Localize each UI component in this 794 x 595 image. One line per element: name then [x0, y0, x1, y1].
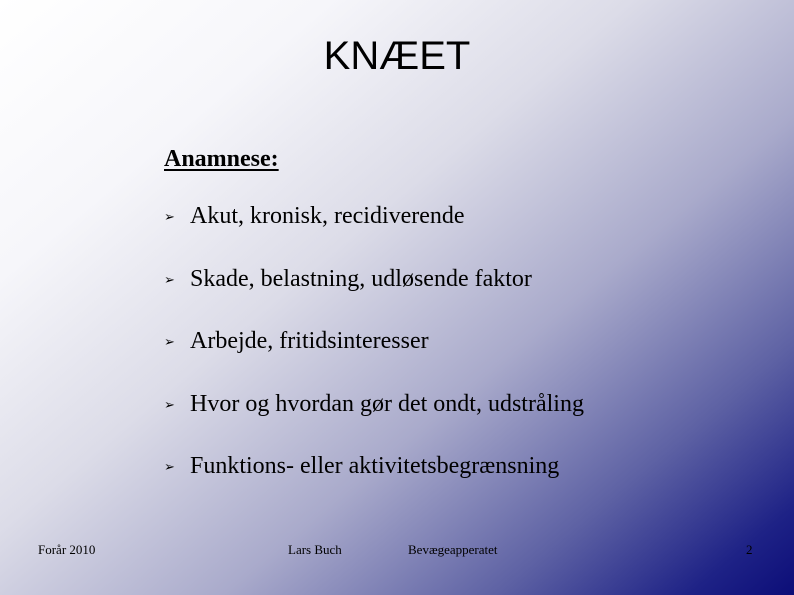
bullet-text: Skade, belastning, udløsende faktor: [190, 265, 532, 292]
bullet-text: Hvor og hvordan gør det ondt, udstråling: [190, 390, 584, 417]
arrow-bullet-icon: ➢: [164, 459, 175, 474]
list-item: [164, 321, 584, 384]
arrow-bullet-icon: ➢: [164, 334, 175, 349]
slide-title: KNÆET: [323, 34, 471, 78]
arrow-bullet-icon: ➢: [164, 209, 175, 224]
bullet-text: Funktions- eller aktivitetsbegrænsning: [190, 453, 560, 479]
page-number: 2: [746, 542, 753, 557]
arrow-bullet-icon: ➢: [164, 271, 175, 287]
list-item: [164, 384, 584, 447]
bullet-text: Arbejde, fritidsinteresser: [190, 328, 429, 354]
bullet-text: Akut, kronisk, recidiverende: [190, 203, 465, 229]
list-item: [164, 196, 584, 259]
bullet-list: [164, 196, 584, 509]
arrow-bullet-icon: ➢: [164, 396, 175, 412]
section-heading: Anamnese:: [164, 146, 279, 172]
footer-author: Lars Buch: [288, 542, 342, 557]
list-item: [164, 259, 584, 322]
list-item: [164, 446, 584, 509]
footer-date: Forår 2010: [38, 542, 96, 557]
footer-course: Bevægeapperatet: [408, 542, 498, 557]
